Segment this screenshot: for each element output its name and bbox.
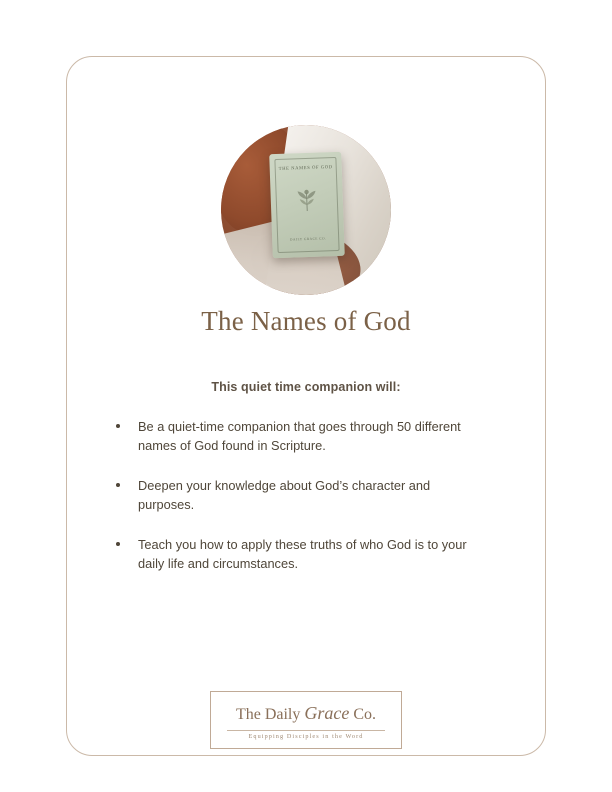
brand-logo-divider	[227, 730, 385, 731]
list-item-text: Deepen your knowledge about God’s character and purposes.	[138, 478, 431, 512]
bullet-dot-icon	[116, 424, 120, 428]
list-item	[112, 418, 482, 455]
brand-logo-word-grace: Grace	[304, 703, 350, 723]
brand-logo-word-co: Co.	[349, 706, 377, 723]
page-title: The Names of God	[201, 306, 411, 336]
book-cover	[269, 152, 345, 258]
brand-logo	[210, 691, 402, 749]
botanical-emblem-icon	[291, 186, 322, 213]
bullet-dot-icon	[116, 483, 120, 487]
feature-list	[112, 418, 482, 595]
list-item-text: Be a quiet-time companion that goes through 50 different names of God found in Scripture.	[138, 419, 461, 453]
product-photo	[221, 125, 391, 295]
list-item	[112, 536, 482, 573]
brand-logo-word-the-daily: The Daily	[235, 706, 305, 723]
book-cover-subtitle: DAILY GRACE CO.	[289, 236, 327, 242]
list-item-text: Teach you how to apply these truths of who God is to your daily life and circumstances.	[138, 537, 467, 571]
bullet-dot-icon	[116, 542, 120, 546]
brand-logo-tagline: Equipping Disciples in the Word	[248, 733, 364, 740]
list-item	[112, 477, 482, 514]
book-cover-title: THE NAMES OF GOD	[278, 164, 333, 171]
brand-logo-wordmark	[211, 703, 401, 724]
page-subtitle: This quiet time companion will:	[211, 380, 401, 394]
